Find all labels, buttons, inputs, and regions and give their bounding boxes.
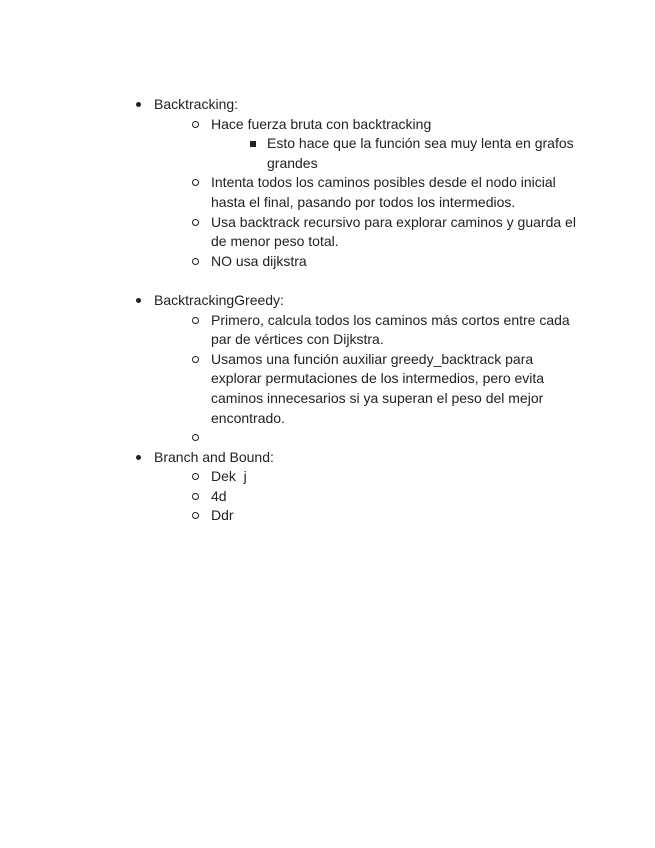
square-bullet-icon (250, 141, 256, 147)
list-item-text (211, 428, 585, 448)
list-item-text: Usamos una función auxiliar greedy_backtrack para explorar permutaciones de los intermedios, pero evita caminos innecesarios si ya superan el peso del mejor encontrado. (211, 350, 545, 426)
list-item[interactable] (192, 115, 585, 174)
list-item-label: Branch and Bound: (154, 448, 274, 465)
empty-line[interactable] (154, 271, 585, 291)
list-item-text: Intenta todos los caminos posibles desde el nodo inicial hasta el final, pasando por todos los intermedios. (211, 174, 556, 210)
list-item[interactable] (192, 467, 585, 487)
document-body[interactable] (135, 95, 585, 526)
list-item[interactable] (192, 487, 585, 507)
hollow-circle-bullet-icon (192, 258, 199, 265)
hollow-circle-bullet-icon (192, 317, 199, 324)
list-item-empty[interactable] (192, 428, 585, 448)
list-item-label: Backtracking: (154, 96, 239, 112)
hollow-circle-bullet-icon (192, 121, 199, 128)
list-item-text: Dek j (211, 468, 247, 485)
list-item[interactable] (192, 252, 585, 272)
filled-circle-bullet-icon (136, 455, 141, 460)
list-item-text: 4d (211, 487, 227, 504)
hollow-circle-bullet-icon (192, 219, 199, 226)
hollow-circle-bullet-icon (192, 179, 199, 186)
list-item-backtracking-greedy[interactable] (135, 291, 585, 448)
hollow-circle-bullet-icon (192, 512, 199, 519)
hollow-circle-bullet-icon (192, 493, 199, 500)
list-item-backtracking[interactable] (135, 95, 585, 291)
hollow-circle-bullet-icon (192, 356, 199, 363)
list-item-branch-and-bound[interactable] (135, 448, 585, 526)
sub-list (154, 311, 585, 448)
list-item-text: Primero, calcula todos los caminos más cortos entre cada par de vértices con Dijkstra. (211, 311, 570, 348)
list-item[interactable] (249, 134, 585, 173)
list-item-text: Ddr (211, 507, 234, 524)
list-item[interactable] (192, 506, 585, 526)
list-item-text: Hace fuerza bruta con backtracking (211, 115, 432, 132)
hollow-circle-bullet-icon (192, 434, 199, 441)
bullet-list (135, 95, 585, 526)
sub-sub-list (211, 134, 585, 173)
list-item[interactable] (192, 173, 585, 212)
list-item-label: BacktrackingGreedy: (154, 291, 284, 308)
filled-circle-bullet-icon (136, 298, 141, 303)
sub-list (154, 467, 585, 526)
list-item-text: Esto hace que la función sea muy lenta en grafos grandes (267, 135, 574, 171)
filled-circle-bullet-icon (136, 102, 141, 107)
list-item-text: Usa backtrack recursivo para explorar caminos y guarda el de menor peso total. (211, 213, 576, 250)
sub-list (154, 115, 585, 272)
list-item-text: NO usa dijkstra (211, 252, 307, 269)
list-item[interactable] (192, 213, 585, 252)
list-item[interactable] (192, 350, 585, 428)
hollow-circle-bullet-icon (192, 473, 199, 480)
list-item[interactable] (192, 311, 585, 350)
